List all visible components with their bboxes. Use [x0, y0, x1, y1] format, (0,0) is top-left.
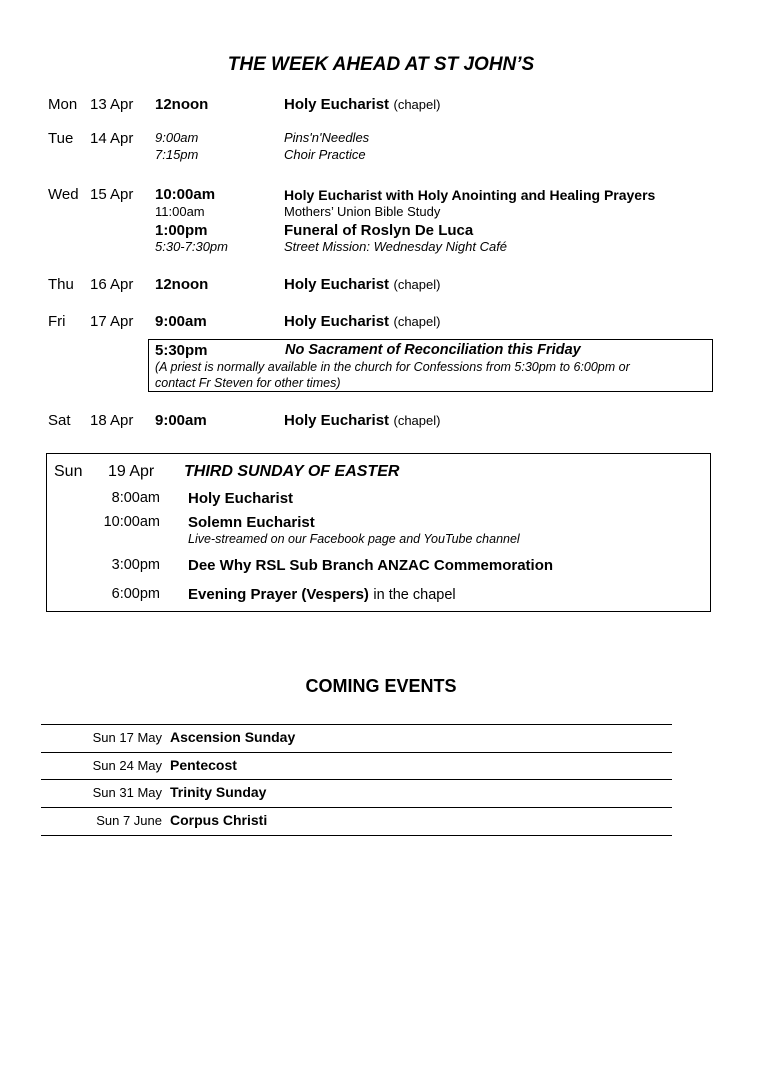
coming-events-rule-1 [41, 752, 672, 753]
sunday-time-4: 6:00pm [111, 586, 160, 602]
date-tue: 14 Apr [90, 130, 134, 147]
event-thu [284, 276, 440, 294]
event-fri-name: Holy Eucharist [284, 313, 390, 330]
date-fri: 17 Apr [90, 313, 134, 330]
time-wed-2: 11:00am [155, 204, 205, 219]
sunday-event-3: Dee Why RSL Sub Branch ANZAC Commemoration [188, 557, 554, 574]
reconciliation-notice-top-border [148, 339, 713, 340]
event-wed-4: Street Mission: Wednesday Night Café [284, 239, 508, 254]
sunday-event-2: Solemn Eucharist [188, 514, 315, 531]
coming-event-date-1: Sun 17 May [92, 730, 162, 745]
sunday-event-4-name: Evening Prayer (Vespers) [188, 586, 369, 603]
event-mon-name: Holy Eucharist [284, 96, 390, 113]
time-wed-3: 1:00pm [155, 222, 208, 239]
day-tue: Tue [48, 130, 74, 147]
coming-events-rule-3 [41, 807, 672, 808]
sunday-event-4-extra: in the chapel [373, 587, 456, 603]
date-wed: 15 Apr [90, 186, 134, 203]
sunday-time-1: 8:00am [111, 490, 160, 506]
event-thu-extra: (chapel) [393, 277, 441, 292]
time-tue-2: 7:15pm [155, 147, 199, 162]
event-mon [284, 96, 440, 114]
week-title: THE WEEK AHEAD AT ST JOHN’S [227, 54, 535, 75]
event-tue-1: Pins'n'Needles [284, 130, 370, 145]
notice-line-1: (A priest is normally available in the church for Confessions from 5:30pm to 6:00pm or [155, 360, 630, 374]
event-sat [284, 412, 440, 430]
sunday-time-3: 3:00pm [111, 557, 160, 573]
coming-events-rule-2 [41, 779, 672, 780]
event-wed-3: Funeral of Roslyn De Luca [284, 222, 474, 239]
event-sat-extra: (chapel) [393, 413, 441, 428]
sunday-time-2: 10:00am [103, 514, 160, 530]
event-thu-name: Holy Eucharist [284, 276, 390, 293]
date-sat: 18 Apr [90, 412, 134, 429]
day-fri: Fri [48, 313, 66, 330]
coming-event-name-3: Trinity Sunday [170, 784, 267, 800]
time-fri: 9:00am [155, 313, 207, 330]
coming-events-rule-0 [41, 724, 672, 725]
sunday-event-4 [188, 586, 456, 604]
day-thu: Thu [48, 276, 74, 293]
coming-events-title: COMING EVENTS [305, 676, 457, 696]
date-thu: 16 Apr [90, 276, 134, 293]
time-thu: 12noon [155, 276, 209, 293]
event-tue-2: Choir Practice [284, 147, 366, 162]
day-wed: Wed [48, 186, 79, 203]
notice-time: 5:30pm [155, 342, 208, 359]
coming-event-date-3: Sun 31 May [92, 785, 162, 800]
notice-line-2: contact Fr Steven for other times) [155, 376, 341, 390]
event-wed-1: Holy Eucharist with Holy Anointing and Healing Prayers [284, 187, 656, 203]
time-tue-1: 9:00am [155, 130, 199, 145]
coming-event-date-4: Sun 7 June [96, 813, 162, 828]
event-fri [284, 313, 440, 331]
day-mon: Mon [48, 96, 78, 113]
sunday-date: 19 Apr [108, 463, 155, 480]
sunday-event-2-note: Live-streamed on our Facebook page and YouTube channel [188, 532, 520, 546]
time-wed-4: 5:30-7:30pm [155, 239, 228, 254]
coming-event-name-1: Ascension Sunday [170, 729, 296, 745]
event-wed-2: Mothers’ Union Bible Study [284, 204, 441, 219]
coming-events-rule-4 [41, 835, 672, 836]
coming-event-name-2: Pentecost [170, 757, 237, 773]
notice-title: No Sacrament of Reconciliation this Friday [285, 342, 581, 358]
event-sat-name: Holy Eucharist [284, 412, 390, 429]
coming-event-name-4: Corpus Christi [170, 812, 268, 828]
time-mon: 12noon [155, 96, 209, 113]
coming-event-date-2: Sun 24 May [92, 758, 162, 773]
date-mon: 13 Apr [90, 96, 134, 113]
sunday-event-1: Holy Eucharist [188, 490, 294, 507]
sunday-title: THIRD SUNDAY OF EASTER [184, 463, 400, 480]
event-fri-extra: (chapel) [393, 314, 441, 329]
day-sat: Sat [48, 412, 71, 429]
sunday-day: Sun [54, 463, 83, 480]
event-mon-extra: (chapel) [393, 97, 441, 112]
time-wed-1: 10:00am [155, 186, 216, 203]
time-sat: 9:00am [155, 412, 207, 429]
